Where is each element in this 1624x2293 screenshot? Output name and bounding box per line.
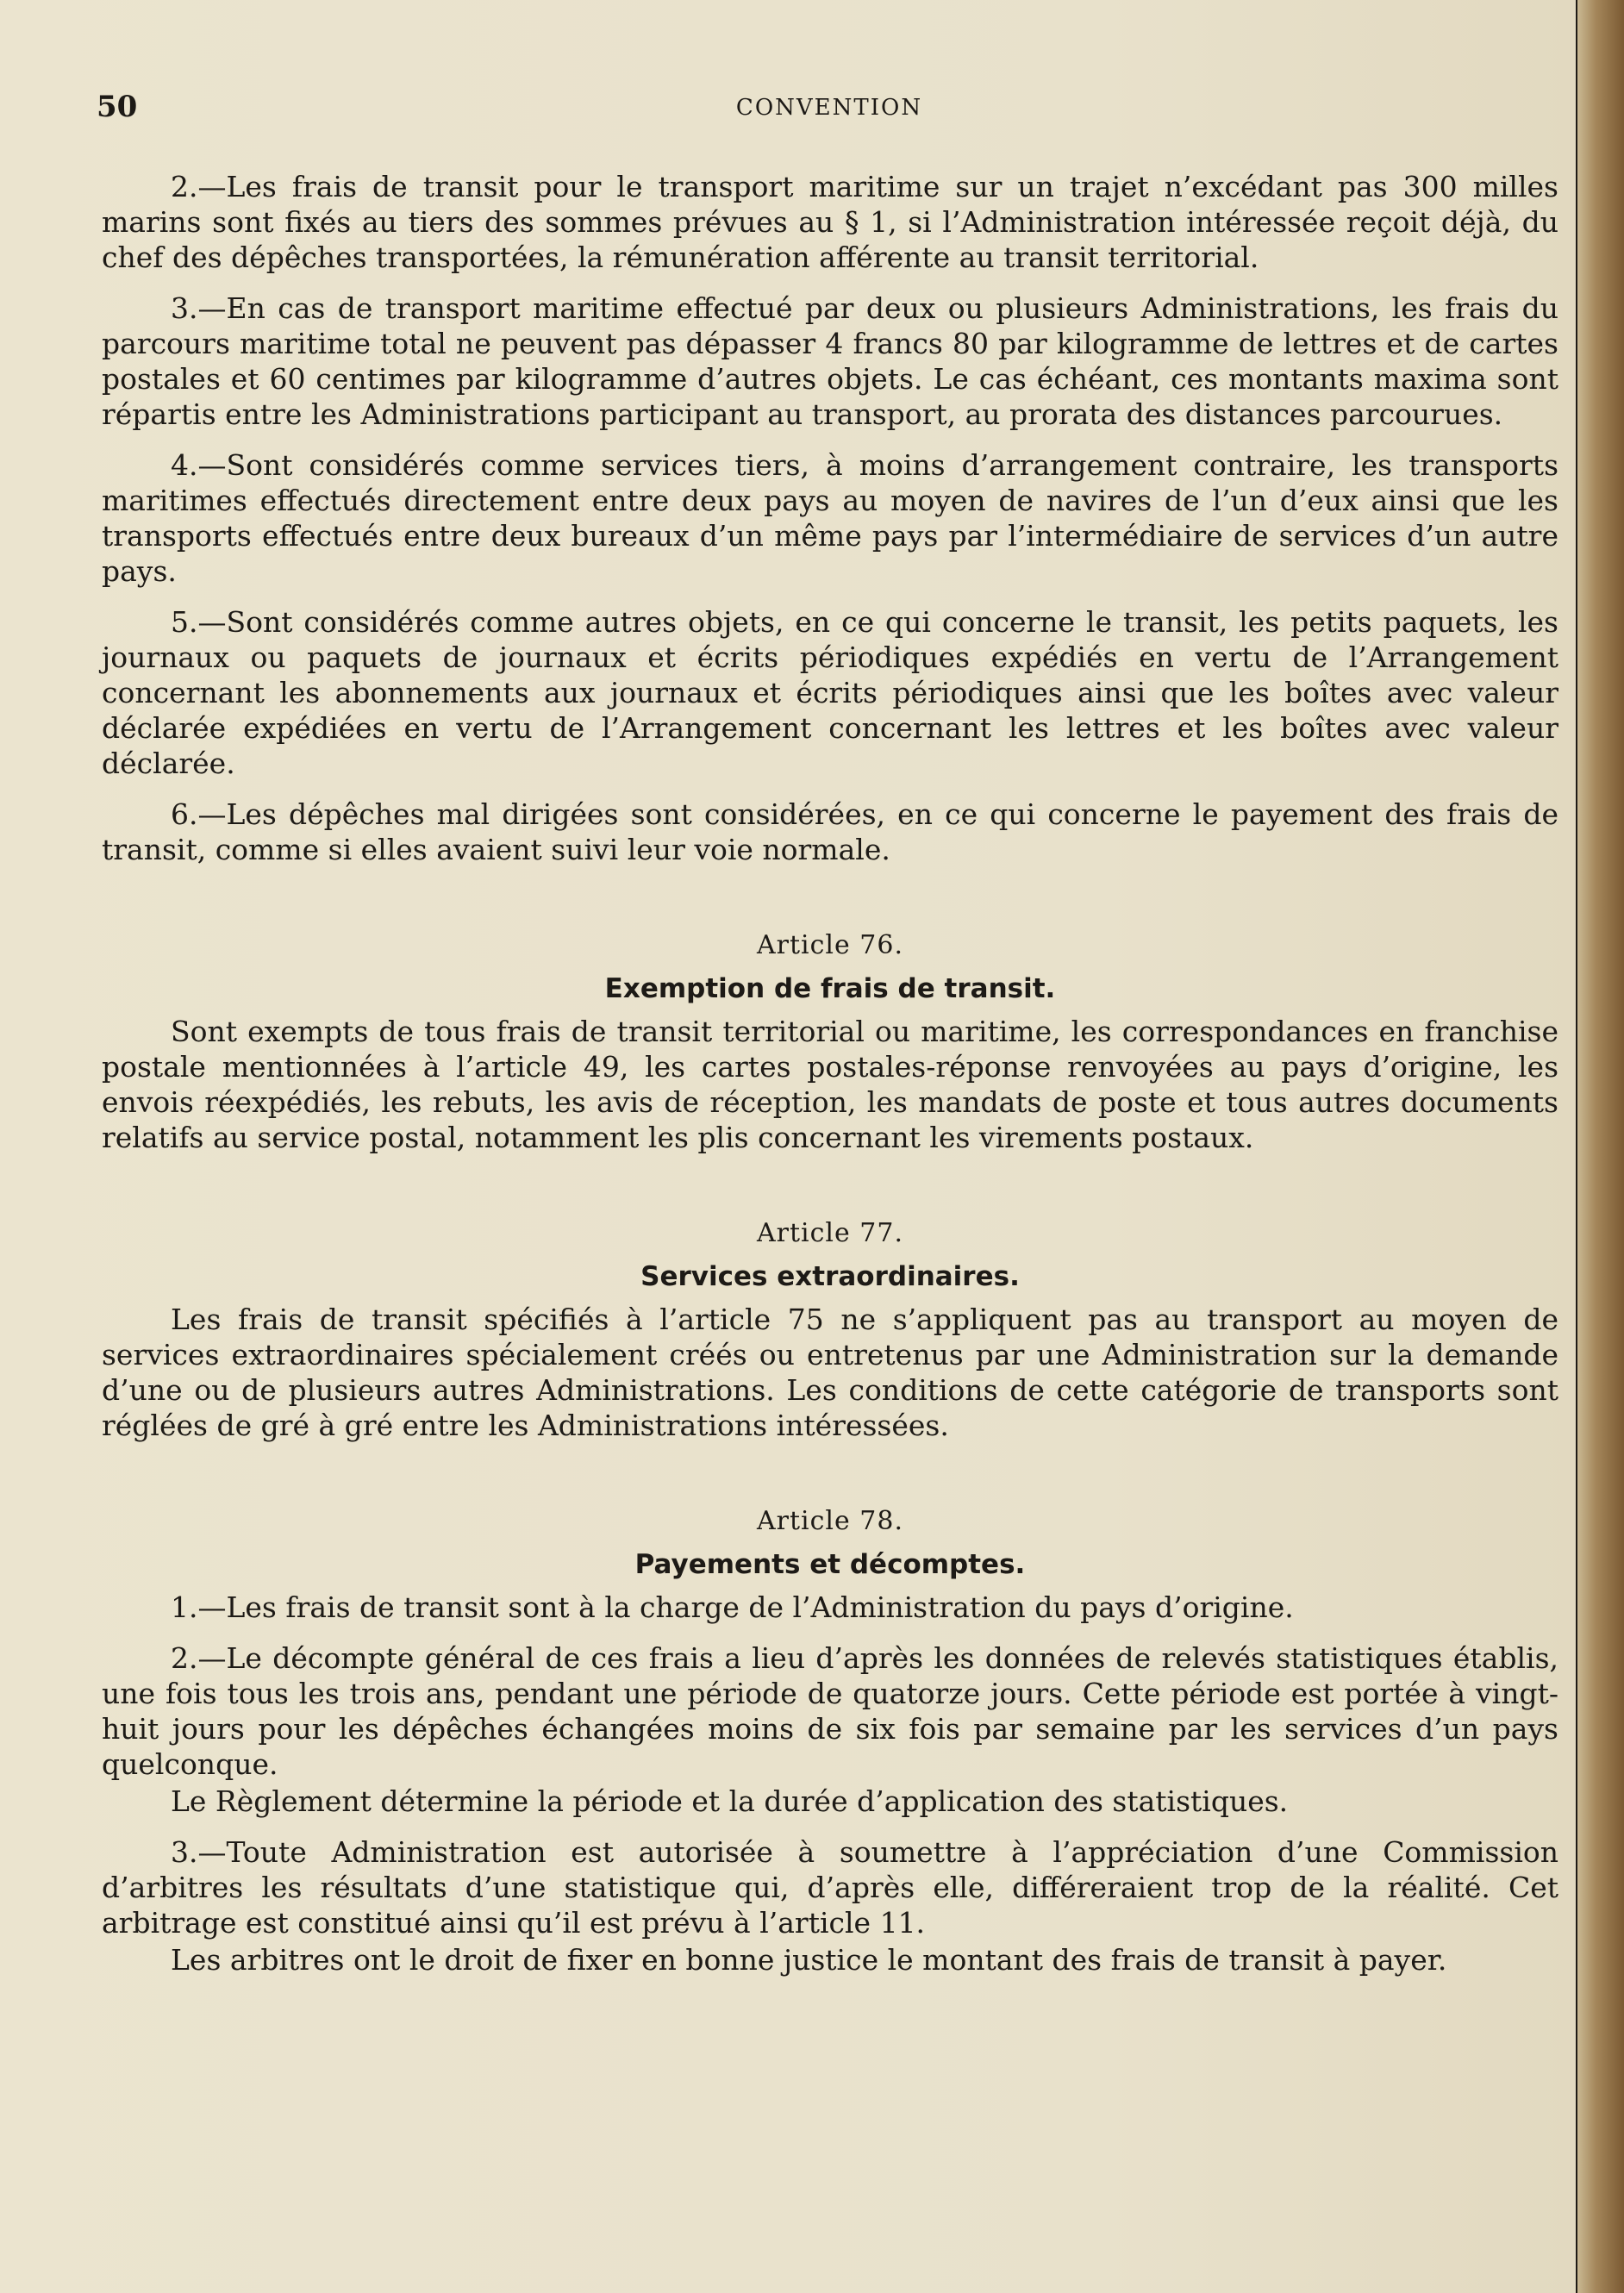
article-paragraph: 3.—Toute Administration est autorisée à soumettre à l’appréciation d’une Commission d’arbitres les résultats d’une statistique qui, d’après elle, différeraient trop de la réalité. Cet arbitrage est constitué ainsi qu’il est prévu à l’article 11. (102, 1835, 1558, 1940)
article-paragraph: Les frais de transit spécifiés à l’article 75 ne s’appliquent pas au transport au moyen de services extraordinaires spécialement créés ou entretenus par une Administration sur la demande d’une ou de plusieurs autres Administrations. Les conditions de cette catégorie de transports sont réglées de gré à gré entre les Administrations intéressées. (102, 1303, 1558, 1442)
article-title: Exemption de frais de transit. (604, 973, 1056, 1004)
book-binding (1577, 0, 1624, 2293)
article-paragraph: Le Règlement détermine la période et la durée d’application des statistiques. (171, 1784, 1289, 1818)
article-heading: Article 77. (756, 1218, 904, 1248)
article-paragraph: 1.—Les frais de transit sont à la charge de l’Administration du pays d’origine. (171, 1590, 1294, 1624)
article-77 (102, 1215, 1558, 1443)
article-paragraph: 2.—Le décompte général de ces frais a lieu d’après les données de relevés statistiques établis, une fois tous les trois ans, pendant une période de quatorze jours. Cette période est portée à vingt-huit jours pour les dépêches échangées moins de six fois par semaine par les services d’un pays quelconque. (102, 1641, 1558, 1781)
paragraph-75-5: 5.—Sont considérés comme autres objets, en ce qui concerne le transit, les petits paquets, les journaux ou paquets de journaux et écrits périodiques expédiés en vertu de l’Arrangement concernant les abonnements aux journaux et écrits périodiques ainsi que les boîtes avec valeur déclarée expédiées en vertu de l’Arrangement concernant les lettres et les boîtes avec valeur déclarée. (102, 605, 1558, 780)
article-78 (102, 1503, 1558, 1977)
article-paragraph: Les arbitres ont le droit de fixer en bonne justice le montant des frais de transit à payer. (171, 1943, 1447, 1977)
paragraph-75-4: 4.—Sont considérés comme services tiers, à moins d’arrangement contraire, les transports maritimes effectués directement entre deux pays au moyen de navires de l’un d’eux ainsi que les transports effectués entre deux bureaux d’un même pays par l’intermédiaire de services d’un autre pays. (102, 448, 1558, 588)
paragraph-75-3: 3.—En cas de transport maritime effectué par deux ou plusieurs Administrations, les frais du parcours maritime total ne peuvent pas dépasser 4 francs 80 par kilogramme de lettres et de cartes postales et 60 centimes par kilogramme d’autres objets. Le cas échéant, ces montants maxima sont répartis entre les Administrations participant au transport, au prorata des distances parcourues. (102, 291, 1558, 431)
article-heading: Article 76. (756, 930, 904, 960)
article-title: Services extraordinaires. (640, 1261, 1020, 1292)
paragraph-75-2: 2.—Les frais de transit pour le transport maritime sur un trajet n’excédant pas 300 milles marins sont fixés au tiers des sommes prévues au § 1, si l’Administration intéressée reçoit déjà, du chef des dépêches transportées, la rémunération afférente au transit territorial. (102, 170, 1558, 274)
document-body (102, 169, 1558, 1993)
article-title: Payements et décomptes. (634, 1549, 1026, 1580)
article-paragraph: Sont exempts de tous frais de transit territorial ou maritime, les correspondances en franchise postale mentionnées à l’article 49, les cartes postales-réponse renvoyées au pays d’origine, les envois réexpédiés, les rebuts, les avis de réception, les mandats de poste et tous autres documents relatifs au service postal, notamment les plis concernant les virements postaux. (102, 1015, 1558, 1154)
paragraph-75-6: 6.—Les dépêches mal dirigées sont considérées, en ce qui concerne le payement des frais de transit, comme si elles avaient suivi leur voie normale. (102, 797, 1558, 866)
page-number: 50 (97, 90, 138, 124)
page-header (97, 90, 1562, 133)
article-heading: Article 78. (756, 1506, 904, 1536)
running-title: CONVENTION (735, 95, 923, 121)
article-76 (102, 928, 1558, 1155)
